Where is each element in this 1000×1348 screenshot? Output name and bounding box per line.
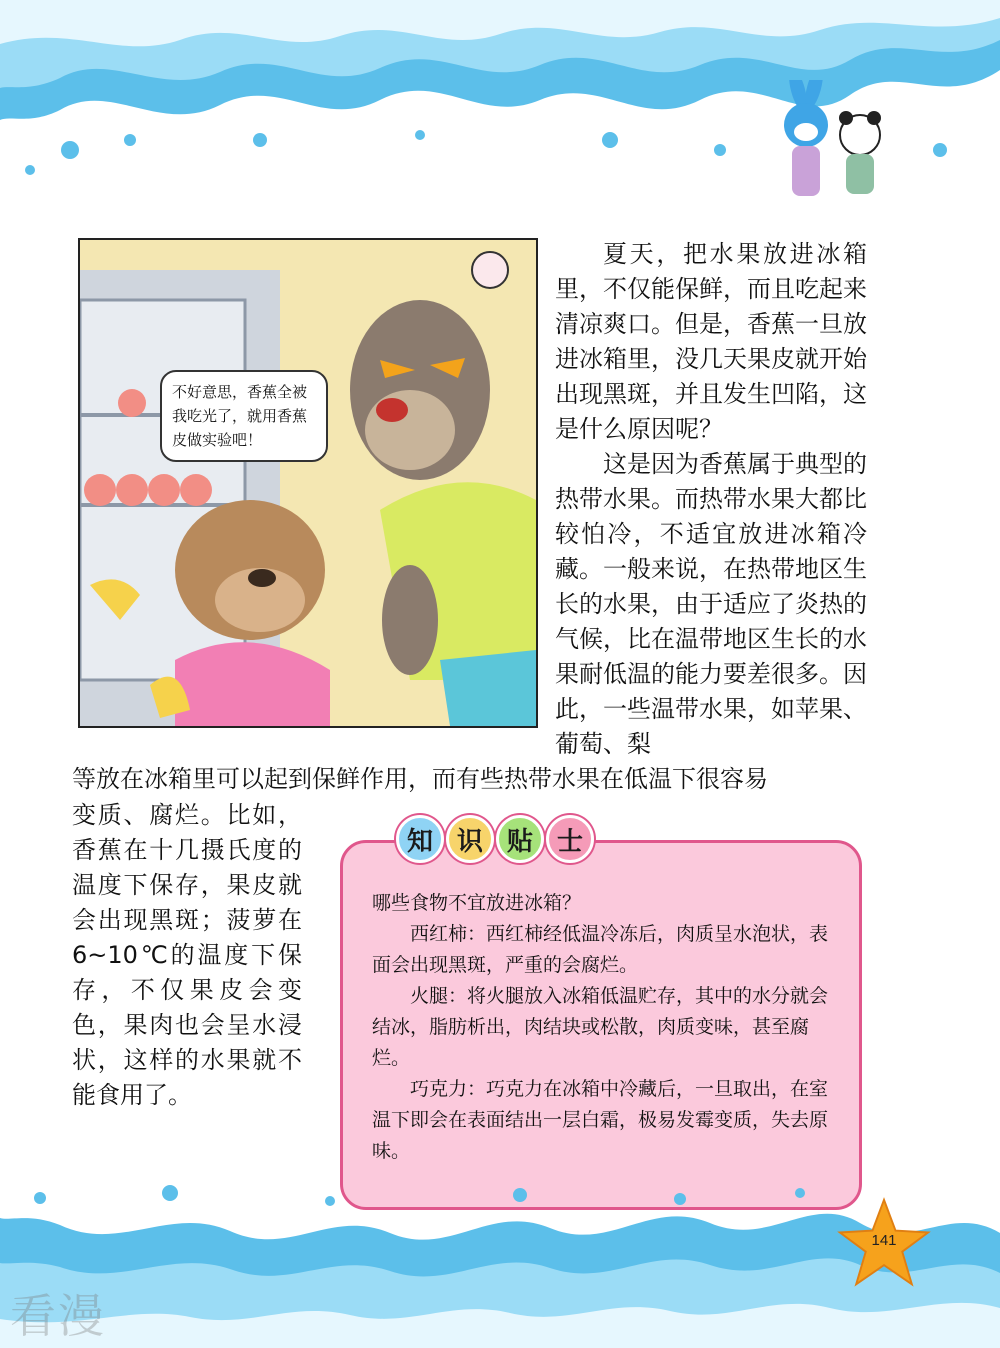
intro-paragraph-1: 夏天，把水果放进冰箱里，不仅能保鲜，而且吃起来清凉爽口。但是，香蕉一旦放进冰箱里，没几天果皮就开始出现黑斑，并且发生凹陷，这是什么原因呢？ (555, 240, 867, 443)
intro-paragraph-2: 这是因为香蕉属于典型的热带水果。而热带水果大都比较怕冷，不适宜放进冰箱冷藏。一般来说，在热带地区生长的水果，由于适应了炎热的气候，比在温带地区生长的水果耐低温的能力要差很多。因此，一些温带水果，如苹果、葡萄、梨 (555, 450, 867, 758)
tip-title-char: 贴 (496, 815, 544, 863)
tip-item-chocolate: 巧克力：巧克力在冰箱中冷藏后，一旦取出，在室温下即会在表面结出一层白霜，极易发霉变质，失去原味。 (372, 1078, 829, 1162)
intro-paragraph (555, 237, 867, 762)
tip-title-char: 识 (446, 815, 494, 863)
mascot-characters (760, 80, 900, 220)
speech-bubble: 不好意思，香蕉全被我吃光了，就用香蕉皮做实验吧！ (160, 370, 328, 462)
tip-item-tomato: 西红柿：西红柿经低温冷冻后，肉质呈水泡状，表面会出现黑斑，严重的会腐烂。 (372, 923, 829, 976)
comic-scene (80, 240, 536, 726)
knowledge-tip-content (372, 888, 834, 1167)
full-width-line: 等放在冰箱里可以起到保鲜作用，而有些热带水果在低温下很容易 (72, 765, 768, 793)
tip-title-char: 士 (546, 815, 594, 863)
tip-item-ham: 火腿：将火腿放入冰箱低温贮存，其中的水分就会结冰，脂肪析出，肉结块或松散，肉质变味，甚至腐烂。 (372, 985, 829, 1069)
comic-illustration (78, 238, 538, 728)
left-column-paragraph: 变质、腐烂。比如，香蕉在十几摄氏度的温度下保存，果皮就会出现黑斑；菠萝在 6~10℃的温度下保存，不仅果皮会变色，果肉也会呈水浸状，这样的水果就不能食用了。 (72, 801, 302, 1109)
tip-title-char: 知 (396, 815, 444, 863)
page-number: 141 (871, 1232, 897, 1249)
watermark: 看漫 (10, 1289, 106, 1343)
tip-question: 哪些食物不宜放进冰箱？ (372, 892, 582, 914)
knowledge-tip-title (396, 815, 594, 863)
